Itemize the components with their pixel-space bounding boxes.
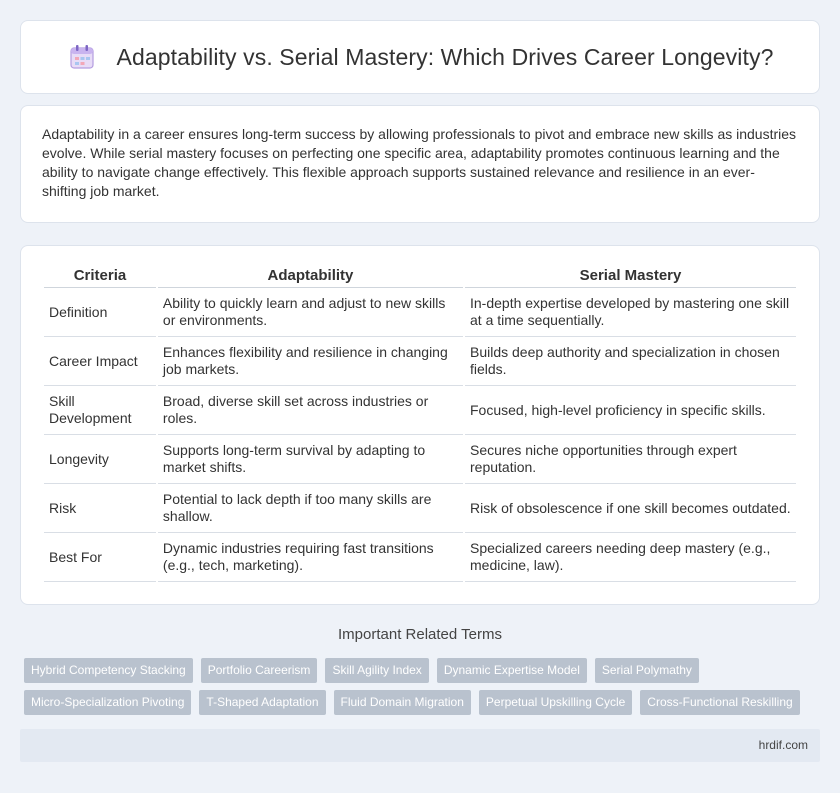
related-term-tag[interactable]: Fluid Domain Migration [334,690,471,715]
row-criteria: Risk [44,484,156,533]
header-adaptability: Adaptability [158,266,463,288]
table-row [44,484,796,533]
footer [20,729,820,762]
row-adaptability: Enhances flexibility and resilience in changing job markets. [158,337,463,386]
comparison-card [20,245,820,605]
table-row [44,386,796,435]
related-term-tag[interactable]: Perpetual Upskilling Cycle [479,690,632,715]
row-adaptability: Ability to quickly learn and adjust to new skills or environments. [158,288,463,337]
row-criteria: Career Impact [44,337,156,386]
footer-site-link[interactable]: hrdif.com [758,738,808,752]
intro-card [20,105,820,223]
page-title: Adaptability vs. Serial Mastery: Which Drives Career Longevity? [116,43,774,70]
table-row [44,337,796,386]
row-criteria: Longevity [44,435,156,484]
row-adaptability: Potential to lack depth if too many skills are shallow. [158,484,463,533]
row-serial-mastery: In-depth expertise developed by mastering one skill at a time sequentially. [465,288,796,337]
comparison-table [42,266,798,582]
row-serial-mastery: Builds deep authority and specialization in chosen fields. [465,337,796,386]
row-serial-mastery: Risk of obsolescence if one skill becomes outdated. [465,484,796,533]
table-row [44,533,796,582]
related-term-tag[interactable]: Micro-Specialization Pivoting [24,690,191,715]
table-header-row [44,266,796,288]
row-serial-mastery: Specialized careers needing deep mastery (e.g., medicine, law). [465,533,796,582]
row-criteria: Best For [44,533,156,582]
related-term-tag[interactable]: Hybrid Competency Stacking [24,658,193,683]
table-row [44,288,796,337]
related-term-tag[interactable]: Skill Agility Index [325,658,428,683]
related-term-tag[interactable]: Cross-Functional Reskilling [640,690,799,715]
row-serial-mastery: Focused, high-level proficiency in specific skills. [465,386,796,435]
related-term-tag[interactable]: Portfolio Careerism [201,658,318,683]
table-row [44,435,796,484]
calendar-icon [67,42,97,72]
related-term-tag[interactable]: Serial Polymathy [595,658,699,683]
intro-paragraph: Adaptability in a career ensures long-term success by allowing professionals to pivot and embrace new skills as industries evolve. While serial mastery focuses on perfecting one specific area, adaptability promotes continuous learning and the ability to navigate change effectively. This flexible approach supports sustained relevance and resilience in an ever-shifting job market. [42,126,797,199]
title-wrap [67,42,774,72]
related-terms-row-2 [24,690,808,715]
row-adaptability: Dynamic industries requiring fast transitions (e.g., tech, marketing). [158,533,463,582]
header-criteria: Criteria [44,266,156,288]
row-serial-mastery: Secures niche opportunities through expert reputation. [465,435,796,484]
related-terms-row-1 [24,658,707,683]
header-card [20,20,820,94]
header-serial-mastery: Serial Mastery [465,266,796,288]
row-criteria: Skill Development [44,386,156,435]
related-term-tag[interactable]: T-Shaped Adaptation [199,690,325,715]
row-criteria: Definition [44,288,156,337]
row-adaptability: Broad, diverse skill set across industries or roles. [158,386,463,435]
row-adaptability: Supports long-term survival by adapting to market shifts. [158,435,463,484]
related-term-tag[interactable]: Dynamic Expertise Model [437,658,587,683]
related-terms-title: Important Related Terms [338,626,502,643]
